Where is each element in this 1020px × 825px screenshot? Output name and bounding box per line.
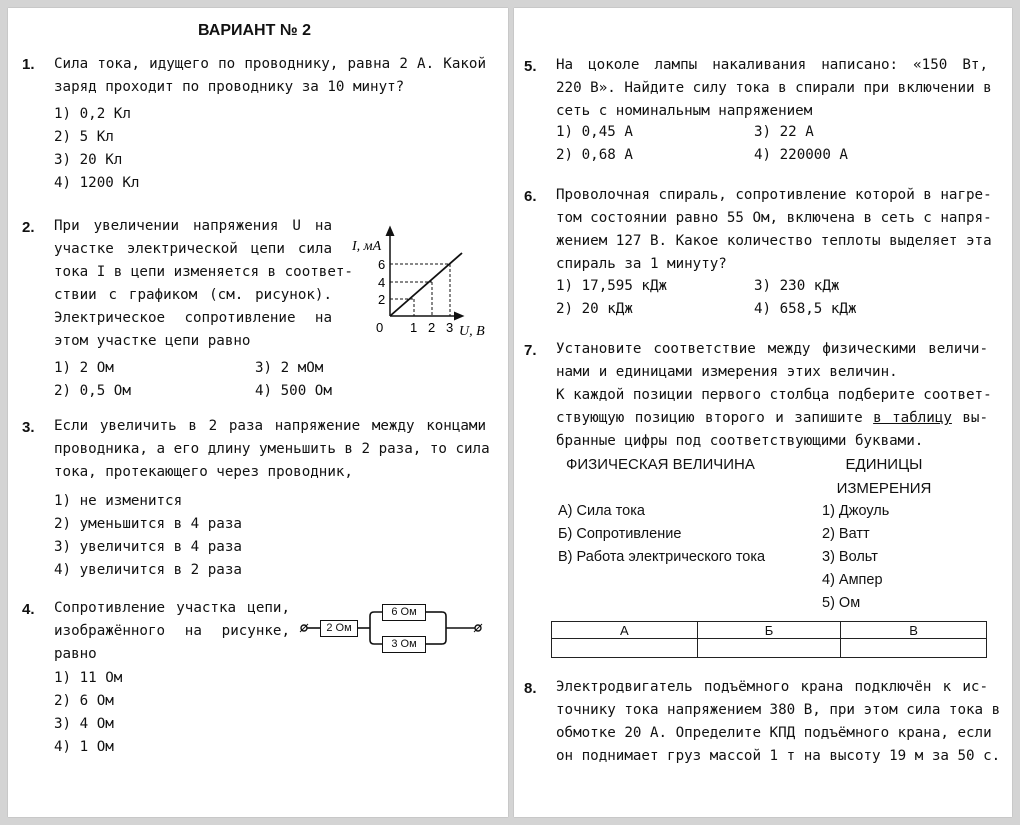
q6-option-3[interactable]: 3) 230 кДж xyxy=(754,278,840,294)
question-6-line-1: Проволочная спираль, сопротивление которой в нагре- xyxy=(556,187,992,203)
graph-xtick-3: 3 xyxy=(446,320,454,335)
quantity-c: В) Работа электрического тока xyxy=(558,549,766,565)
question-1-line-2: заряд проходит по проводнику за 10 минут? xyxy=(54,79,405,95)
q2-option-4[interactable]: 4) 500 Ом xyxy=(255,383,332,399)
q1-option-2[interactable]: 2) 5 Кл xyxy=(54,129,114,145)
q1-option-1[interactable]: 1) 0,2 Кл xyxy=(54,106,131,122)
question-6-line-3: жением 127 В. Какое количество теплоты выделяет эта xyxy=(556,233,992,249)
variant-title: ВАРИАНТ № 2 xyxy=(198,22,311,39)
question-8-line-4: он поднимает груз массой 1 т на высоту 19 м за 50 с. xyxy=(556,748,1001,764)
question-4-line-1: Сопротивление участка цепи, xyxy=(54,600,290,616)
question-2-line-5: Электрическое сопротивление на xyxy=(54,310,332,326)
q3-option-1[interactable]: 1) не изменится xyxy=(54,493,183,509)
q4-option-1[interactable]: 1) 11 Ом xyxy=(54,670,123,686)
graph-xtick-2: 2 xyxy=(428,320,436,335)
resistor-3-ohm: 3 Ом xyxy=(382,636,426,653)
q6-option-2[interactable]: 2) 20 кДж xyxy=(556,301,633,317)
question-5-number: 5. xyxy=(524,58,537,75)
question-3-line-2: проводника, а его длину уменьшить в 2 раза, то сила xyxy=(54,441,490,457)
answer-header-b: Б xyxy=(697,622,841,639)
question-7-instruction-1: К каждой позиции первого столбца подберите соответ- xyxy=(556,387,992,403)
question-4-line-3: равно xyxy=(54,646,97,662)
resistor-2-ohm: 2 Ом xyxy=(320,620,358,637)
question-3-line-1: Если увеличить в 2 раза напряжение между концами xyxy=(54,418,486,434)
unit-3: 3) Вольт xyxy=(822,549,878,565)
answer-cell-b[interactable] xyxy=(697,639,841,658)
question-7-number: 7. xyxy=(524,342,537,359)
question-7-line-2: нами и единицами измерения этих величин. xyxy=(556,364,898,380)
answer-table-input-row xyxy=(552,639,987,658)
unit-1: 1) Джоуль xyxy=(822,503,890,519)
question-5-text xyxy=(556,54,992,123)
q6-option-4[interactable]: 4) 658,5 кДж xyxy=(754,301,857,317)
question-8-line-2: точнику тока напряжением 380 В, при этом сила тока в xyxy=(556,702,1001,718)
q1-option-3[interactable]: 3) 20 Кл xyxy=(54,152,123,168)
column-units-header-2: ИЗМЕРЕНИЯ xyxy=(836,480,932,497)
column-quantity-header: ФИЗИЧЕСКАЯ ВЕЛИЧИНА xyxy=(566,456,755,473)
graph-x-label: U, В xyxy=(459,324,485,339)
question-2-text xyxy=(54,215,353,353)
question-4-line-2: изображённого на рисунке, xyxy=(54,623,290,639)
unit-4: 4) Ампер xyxy=(822,572,883,588)
current-voltage-graph xyxy=(338,220,508,345)
quantity-b: Б) Сопротивление xyxy=(558,526,682,542)
answer-header-a: А xyxy=(552,622,698,639)
question-1-line-1: Сила тока, идущего по проводнику, равна 2 А. Какой xyxy=(54,56,486,72)
question-1-number: 1. xyxy=(22,56,35,73)
unit-2: 2) Ватт xyxy=(822,526,870,542)
q2-option-1[interactable]: 1) 2 Ом xyxy=(54,360,114,376)
unit-5: 5) Ом xyxy=(822,595,861,611)
q5-option-2[interactable]: 2) 0,68 А xyxy=(556,147,633,163)
q3-option-3[interactable]: 3) увеличится в 4 раза xyxy=(54,539,242,555)
question-1-text xyxy=(54,53,486,99)
question-6-line-2: том состоянии равно 55 Ом, включена в сеть с напря- xyxy=(556,210,992,226)
question-4-text xyxy=(54,597,290,666)
question-7-line-1: Установите соответствие между физическими величи- xyxy=(556,341,988,357)
question-7-instruction-2: ствующую позицию второго и запишите в таблицу вы- xyxy=(556,410,988,426)
circuit-diagram xyxy=(298,604,493,654)
in-table-link: в таблицу xyxy=(873,410,952,426)
question-4-number: 4. xyxy=(22,601,35,618)
question-2-line-4: ствии с графиком (см. рисунок). xyxy=(54,287,332,303)
q5-option-1[interactable]: 1) 0,45 А xyxy=(556,124,633,140)
question-2-number: 2. xyxy=(22,219,35,236)
question-8-text xyxy=(556,676,1001,768)
question-8-line-3: обмотке 20 А. Определите КПД подъёмного крана, если xyxy=(556,725,992,741)
q3-option-4[interactable]: 4) увеличится в 2 раза xyxy=(54,562,242,578)
question-8-line-1: Электродвигатель подъёмного крана подключён к ис- xyxy=(556,679,988,695)
question-3-text xyxy=(54,415,490,484)
q5-option-3[interactable]: 3) 22 А xyxy=(754,124,814,140)
resistor-6-ohm: 6 Ом xyxy=(382,604,426,621)
question-2-line-6: этом участке цепи равно xyxy=(54,333,251,349)
right-page xyxy=(514,8,1012,817)
graph-ytick-4: 4 xyxy=(378,275,386,290)
graph-line xyxy=(390,253,462,316)
graph-origin-label: 0 xyxy=(376,320,384,335)
question-2-line-1: При увеличении напряжения U на xyxy=(54,218,332,234)
question-6-number: 6. xyxy=(524,188,537,205)
question-2-line-3: тока I в цепи изменяется в соответ- xyxy=(54,264,353,280)
column-units-header-1: ЕДИНИЦЫ xyxy=(845,456,923,473)
q5-option-4[interactable]: 4) 220000 А xyxy=(754,147,848,163)
q2-option-3[interactable]: 3) 2 мОм xyxy=(255,360,324,376)
question-8-number: 8. xyxy=(524,680,537,697)
graph-ytick-6: 6 xyxy=(378,257,386,272)
q4-option-4[interactable]: 4) 1 Ом xyxy=(54,739,114,755)
graph-y-label: I, мА xyxy=(352,239,382,254)
q3-option-2[interactable]: 2) уменьшится в 4 раза xyxy=(54,516,242,532)
question-3-line-3: тока, протекающего через проводник, xyxy=(54,464,353,480)
question-5-line-2: 220 В». Найдите силу тока в спирали при включении в xyxy=(556,80,992,96)
question-6-text xyxy=(556,184,992,276)
question-6-line-4: спираль за 1 минуту? xyxy=(556,256,727,272)
answer-cell-c[interactable] xyxy=(841,639,987,658)
question-5-line-3: сеть с номинальным напряжением xyxy=(556,103,813,119)
question-7-text xyxy=(556,338,992,453)
answer-table xyxy=(551,621,987,658)
question-5-line-1: На цоколе лампы накаливания написано: «150 Вт, xyxy=(556,57,988,73)
left-page xyxy=(8,8,508,817)
q4-option-2[interactable]: 2) 6 Ом xyxy=(54,693,114,709)
q4-option-3[interactable]: 3) 4 Ом xyxy=(54,716,114,732)
question-3-number: 3. xyxy=(22,419,35,436)
graph-xtick-1: 1 xyxy=(410,320,418,335)
q2-option-2[interactable]: 2) 0,5 Ом xyxy=(54,383,131,399)
quantity-a: А) Сила тока xyxy=(558,503,645,519)
answer-table-header-row xyxy=(552,622,987,639)
graph-ytick-2: 2 xyxy=(378,292,386,307)
q6-option-1[interactable]: 1) 17,595 кДж xyxy=(556,278,668,294)
answer-header-c: В xyxy=(841,622,987,639)
q1-option-4[interactable]: 4) 1200 Кл xyxy=(54,175,140,191)
question-2-line-2: участке электрической цепи сила xyxy=(54,241,332,257)
answer-cell-a[interactable] xyxy=(552,639,698,658)
question-7-instruction-3: бранные цифры под соответствующими буквами. xyxy=(556,433,924,449)
